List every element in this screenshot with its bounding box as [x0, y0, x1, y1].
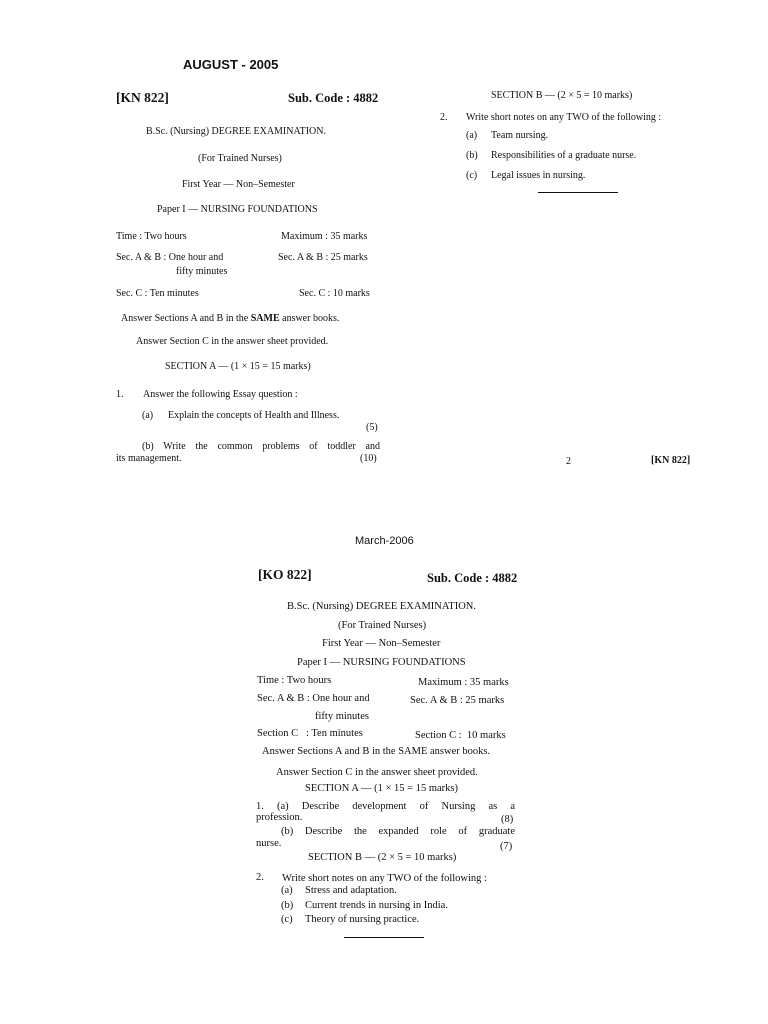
q2a-label: (a)	[281, 885, 293, 896]
sec-ab-marks: Sec. A & B : 25 marks	[278, 252, 368, 263]
sub-code: Sub. Code : 4882	[288, 91, 379, 105]
sec-c-time: Sec. C : Ten minutes	[116, 288, 199, 299]
q1-instruction: Answer the following Essay question :	[143, 389, 298, 400]
sub-code: Sub. Code : 4882	[427, 571, 518, 585]
q2b-text: Current trends in nursing in India.	[305, 900, 448, 911]
sec-ab-time: Sec. A & B : One hour and	[116, 252, 224, 263]
maximum-marks: Maximum : 35 marks	[281, 231, 368, 242]
sec-c-time: Section C : Ten minutes	[257, 728, 363, 739]
q2-instruction: Write short notes on any TWO of the following :	[282, 873, 487, 884]
time-allowed: Time : Two hours	[116, 231, 187, 242]
q1a-text: 1. (a) Describe development of Nursing as a	[256, 801, 515, 812]
q1b-text: (b) Write the common problems of toddler and	[142, 441, 380, 452]
q1a-marks: (8)	[501, 814, 514, 825]
q1-number: 1.	[116, 389, 124, 400]
footer-code: [KN 822]	[651, 455, 691, 466]
candidate-type: (For Trained Nurses)	[338, 620, 427, 631]
sec-ab-time: Sec. A & B : One hour and	[257, 693, 370, 704]
q1b-marks: (7)	[500, 841, 513, 852]
sec-c-marks: Sec. C : 10 marks	[299, 288, 370, 299]
q2a-text: Team nursing.	[491, 130, 549, 141]
q1b-text: (b) Describe the expanded role of graduate	[281, 826, 515, 837]
sec-ab-time-cont: fifty minutes	[315, 711, 369, 722]
q2c-label: (c)	[281, 914, 293, 925]
q2a-text: Stress and adaptation.	[305, 885, 397, 896]
q2-number: 2.	[256, 872, 264, 883]
degree-title: B.Sc. (Nursing) DEGREE EXAMINATION.	[146, 126, 326, 137]
same-emphasis: SAME	[250, 313, 280, 324]
q1b-text-cont: its management.	[116, 453, 182, 464]
instruction-answer-books: Answer Sections A and B in the SAME answer books.	[262, 746, 491, 757]
degree-title: B.Sc. (Nursing) DEGREE EXAMINATION.	[287, 601, 476, 612]
section-a-heading: SECTION A — (1 × 15 = 15 marks)	[165, 361, 311, 372]
sec-ab-marks: Sec. A & B : 25 marks	[410, 695, 505, 706]
instruction-answer-sheet: Answer Section C in the answer sheet provided.	[136, 336, 329, 347]
q1a-text: Explain the concepts of Health and Illness.	[168, 410, 340, 421]
q2c-text: Legal issues in nursing.	[491, 170, 586, 181]
sec-ab-time-cont: fifty minutes	[176, 266, 228, 277]
q2-instruction: Write short notes on any TWO of the following :	[466, 112, 662, 123]
q1b-text-cont: nurse.	[256, 838, 282, 849]
q1a-label: (a)	[142, 410, 154, 421]
year-semester: First Year — Non–Semester	[182, 179, 295, 190]
instruction-answer-sheet: Answer Section C in the answer sheet provided.	[276, 767, 478, 778]
paper-title: Paper I — NURSING FOUNDATIONS	[297, 657, 466, 668]
q2a-label: (a)	[466, 130, 478, 141]
q1a-text-cont: profession.	[256, 812, 303, 823]
instruction-answer-books: Answer Sections A and B in the SAME answer books.	[121, 313, 340, 324]
end-rule	[538, 192, 618, 193]
q1a-marks: (5)	[366, 422, 378, 433]
sec-c-marks: Section C : 10 marks	[415, 730, 506, 741]
q2b-text: Responsibilities of a graduate nurse.	[491, 150, 637, 161]
section-b-heading: SECTION B — (2 × 5 = 10 marks)	[308, 852, 457, 863]
q2c-label: (c)	[466, 170, 478, 181]
q2b-label: (b)	[281, 900, 294, 911]
section-a-heading: SECTION A — (1 × 15 = 15 marks)	[305, 783, 459, 794]
maximum-marks: Maximum : 35 marks	[418, 677, 509, 688]
page-number: 2	[566, 456, 571, 467]
exam-date-header: AUGUST - 2005	[183, 57, 279, 72]
paper-title: Paper I — NURSING FOUNDATIONS	[157, 204, 318, 215]
paper-code: [KO 822]	[258, 567, 312, 582]
end-rule	[344, 937, 424, 938]
q2b-label: (b)	[466, 150, 478, 161]
q2c-text: Theory of nursing practice.	[305, 914, 420, 925]
exam-date-header: March-2006	[355, 535, 414, 547]
section-b-heading: SECTION B — (2 × 5 = 10 marks)	[491, 90, 633, 101]
time-allowed: Time : Two hours	[257, 675, 332, 686]
candidate-type: (For Trained Nurses)	[198, 153, 282, 164]
year-semester: First Year — Non–Semester	[322, 638, 441, 649]
q2-number: 2.	[440, 112, 448, 123]
q1b-marks: (10)	[360, 453, 377, 464]
paper-code: [KN 822]	[116, 90, 169, 105]
